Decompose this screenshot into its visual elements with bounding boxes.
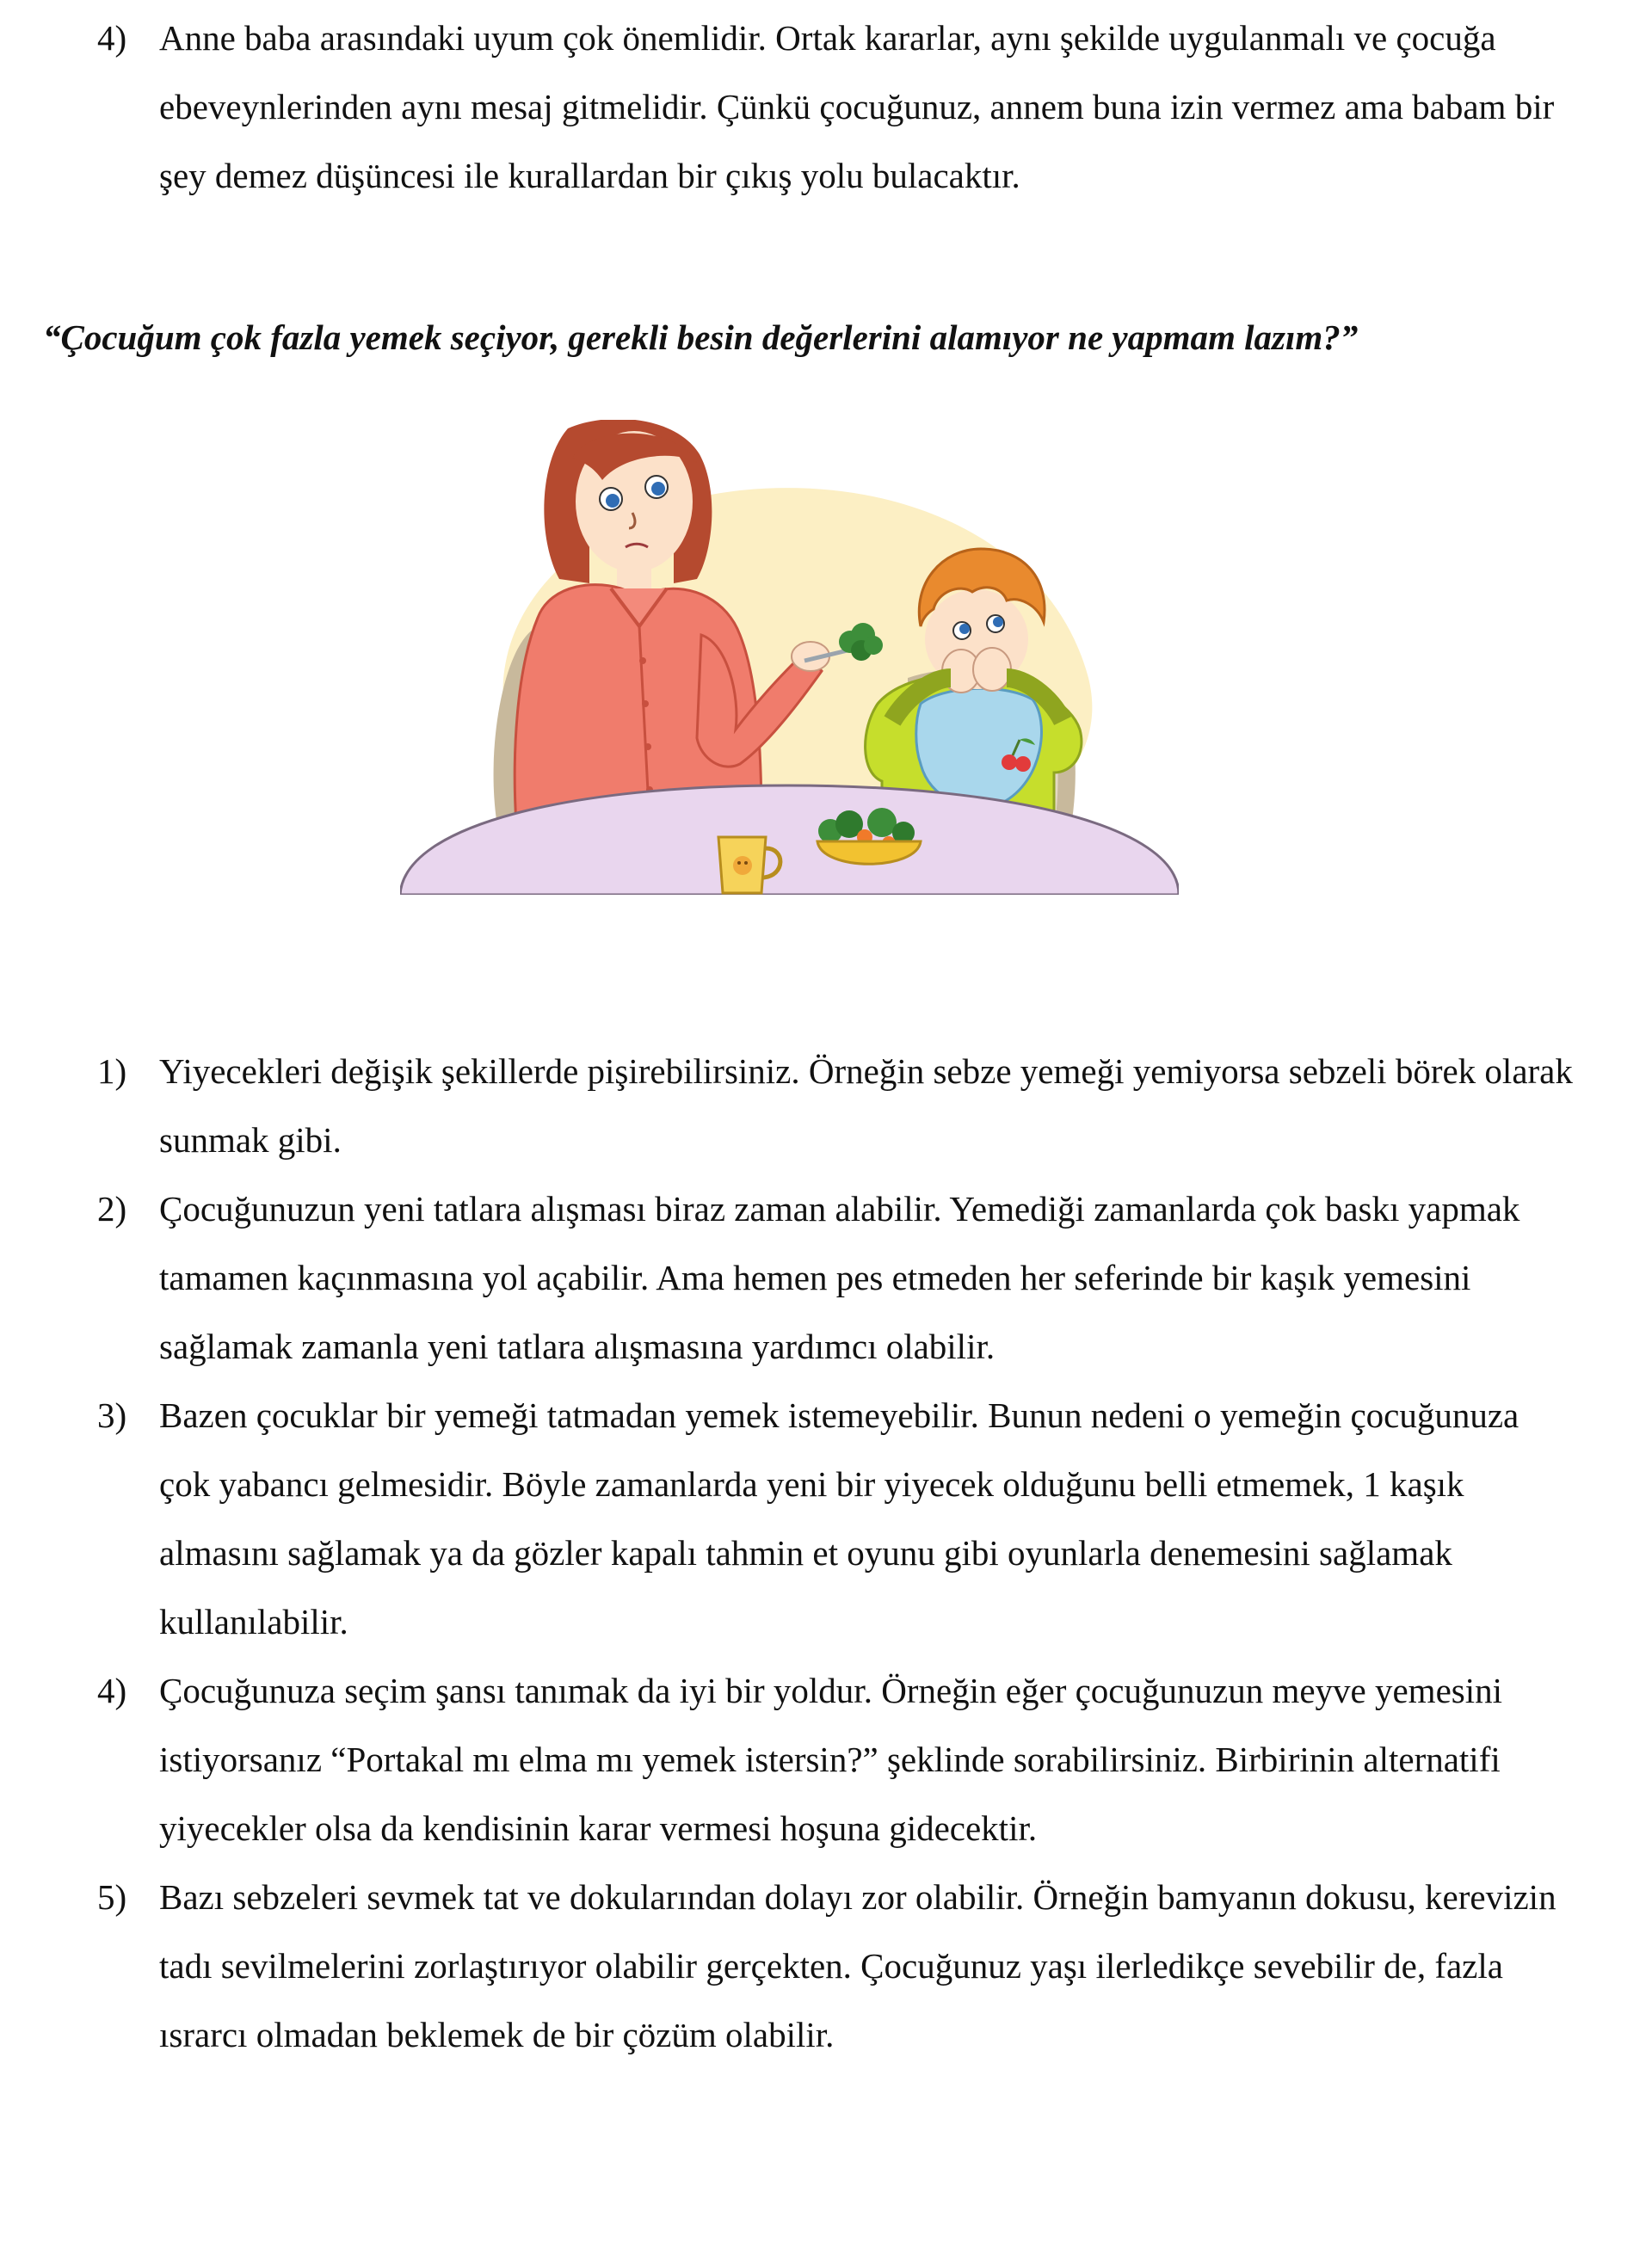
mother-pupil-left [606, 494, 620, 508]
list-item [97, 1381, 1577, 1656]
list-item [97, 1656, 1577, 1863]
list-item-number: 4) [97, 1671, 127, 1710]
list-item [97, 1174, 1577, 1381]
section-question-heading: “Çocuğum çok fazla yemek seçiyor, gerekli besin değerlerini alamıyor ne yapmam lazım?” [43, 317, 1359, 357]
child-pupil-left [959, 624, 970, 634]
list-item-text: Yiyecekleri değişik şekillerde pişirebilirsiniz. Örneğin sebze yemeği yemiyorsa sebzeli börek olarak sunmak gibi. [159, 1051, 1573, 1160]
list-item-number: 1) [97, 1051, 127, 1091]
parenting-harmony-list [97, 3, 1577, 210]
picky-eating-tips-list [97, 1037, 1577, 2069]
list-item-text: Anne baba arasındaki uyum çok önemlidir. Ortak kararlar, aynı şekilde uygulanmalı ve çocuğa ebeveynlerinden aynı mesaj gitmelidir. Çünkü çocuğunuz, annem buna izin vermez ama babam bir şey demez düşüncesi ile kurallardan bir çıkış yolu bulacaktır. [159, 18, 1555, 195]
shirt-button [644, 743, 651, 750]
shirt-button [642, 700, 649, 707]
list-item-text: Çocuğunuzun yeni tatlara alışması biraz zaman alabilir. Yemediği zamanlarda çok baskı yapmak tamamen kaçınmasına yol açabilir. Ama hemen pes etmeden her seferinde bir kaşık yemesini sağlamak zamanla yeni tatlara alışmasına yardımcı olabilir. [159, 1189, 1520, 1366]
list-item-text: Bazen çocuklar bir yemeği tatmadan yemek istemeyebilir. Bunun nedeni o yemeğin çocuğunuza çok yabancı gelmesidir. Böyle zamanlarda yeni bir yiyecek olduğunu belli etmemek, 1 kaşık almasını sağlamak ya da gözler kapalı tahmin et oyunu gibi oyunlarla denemesini sağlamak kullanılabilir. [159, 1395, 1519, 1641]
list-item-text: Çocuğunuza seçim şansı tanımak da iyi bir yoldur. Örneğin eğer çocuğunuzun meyve yemesini istiyorsanız “Portakal mı elma mı yemek istersin?” şeklinde sorabilirsiniz. Birbirinin alternatifi yiyecekler olsa da kendisinin karar vermesi hoşuna gidecektir. [159, 1671, 1503, 1848]
list-item-number: 4) [97, 18, 127, 58]
list-item-number: 3) [97, 1395, 127, 1435]
list-item [97, 1037, 1577, 1174]
shirt-button [639, 657, 646, 664]
mother-pupil-right [651, 482, 665, 496]
mother-feeding-child-illustration [400, 420, 1179, 895]
list-item-number: 2) [97, 1189, 127, 1229]
list-item-number: 5) [97, 1877, 127, 1917]
list-item [97, 3, 1577, 210]
list-item-text: Bazı sebzeleri sevmek tat ve dokularından dolayı zor olabilir. Örneğin bamyanın dokusu, kerevizin tadı sevilmelerini zorlaştırıyor olabilir gerçekten. Çocuğunuz yaşı ilerledikçe sevebilir de, fazla ısrarcı olmadan beklemek de bir çözüm olabilir. [159, 1877, 1556, 2054]
list-item [97, 1863, 1577, 2069]
child-pupil-right [993, 617, 1003, 627]
